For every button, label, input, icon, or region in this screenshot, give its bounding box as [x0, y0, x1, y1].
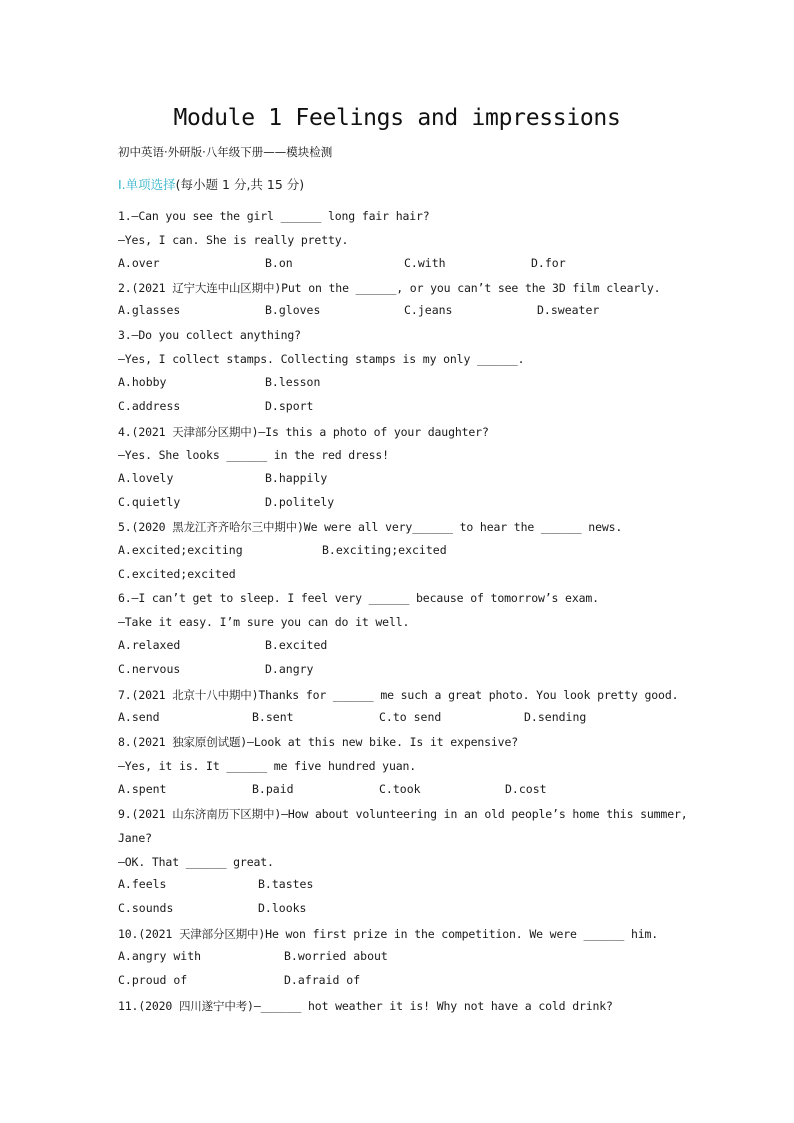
question-1-option-d: D.for: [531, 256, 566, 270]
question-7-option-c: C.to send: [379, 710, 442, 724]
question-2-stem: 2.(2021 辽宁大连中山区期中)Put on the ______, or you can’t see the 3D film clearly.: [118, 281, 661, 295]
question-9-line-3: —OK. That ______ great.: [118, 855, 274, 869]
question-11-stem: 11.(2020 四川遂宁中考)—______ hot weather it is! Why not have a cold drink?: [118, 999, 613, 1013]
question-4-line-2: —Yes. She looks ______ in the red dress!: [118, 448, 389, 462]
question-7-option-b: B.sent: [252, 710, 294, 724]
question-9-option-d: D.looks: [258, 901, 307, 915]
question-2-option-a: A.glasses: [118, 303, 181, 317]
question-4-stem: 4.(2021 天津部分区期中)—Is this a photo of your daughter?: [118, 425, 489, 439]
question-6-stem: 6.—I can’t get to sleep. I feel very ______ because of tomorrow’s exam.: [118, 591, 599, 605]
question-3-option-a: A.hobby: [118, 375, 167, 389]
section-title: Ⅰ.单项选择: [118, 177, 176, 192]
section-heading: [118, 175, 304, 193]
question-10-option-a: A.angry with: [118, 949, 202, 963]
question-8-option-b: B.paid: [252, 782, 294, 796]
question-3-option-c: C.address: [118, 399, 181, 413]
question-2-option-d: D.sweater: [537, 303, 600, 317]
question-1-option-b: B.on: [265, 256, 293, 270]
question-9-option-c: C.sounds: [118, 901, 174, 915]
section-score-note: (每小题 1 分,共 15 分): [175, 177, 305, 192]
question-5-stem: 5.(2020 黑龙江齐齐哈尔三中期中)We were all very______ to hear the ______ news.: [118, 520, 623, 534]
question-9-line-2: Jane?: [118, 831, 152, 845]
question-1-option-a: A.over: [118, 256, 160, 270]
question-5-option-a: A.excited;exciting: [118, 543, 243, 557]
question-4-option-b: B.happily: [265, 471, 328, 485]
page-subtitle: 初中英语·外研版·八年级下册——模块检测: [118, 145, 333, 159]
question-8-option-d: D.cost: [505, 782, 547, 796]
question-3-option-d: D.sport: [265, 399, 314, 413]
question-10-option-d: D.afraid of: [284, 973, 361, 987]
question-8-option-c: C.took: [379, 782, 421, 796]
question-8-option-a: A.spent: [118, 782, 167, 796]
question-3-stem: 3.—Do you collect anything?: [118, 328, 301, 342]
question-7-option-a: A.send: [118, 710, 160, 724]
question-2-option-b: B.gloves: [265, 303, 321, 317]
question-10-option-c: C.proud of: [118, 973, 188, 987]
page-title: Module 1 Feelings and impressions: [173, 105, 621, 131]
question-6-option-d: D.angry: [265, 662, 314, 676]
question-8-line-2: —Yes, it is. It ______ me five hundred yuan.: [118, 759, 417, 773]
question-1-stem: 1.—Can you see the girl ______ long fair hair?: [118, 209, 430, 223]
question-2-option-c: C.jeans: [404, 303, 453, 317]
question-7-stem: 7.(2021 北京十八中期中)Thanks for ______ me such a great photo. You look pretty good.: [118, 688, 679, 702]
question-4-option-a: A.lovely: [118, 471, 174, 485]
question-9-option-a: A.feels: [118, 877, 167, 891]
question-6-option-c: C.nervous: [118, 662, 181, 676]
question-8-stem: 8.(2021 独家原创试题)—Look at this new bike. Is it expensive?: [118, 735, 519, 749]
question-6-option-a: A.relaxed: [118, 638, 181, 652]
question-3-line-2: —Yes, I collect stamps. Collecting stamps is my only ______.: [118, 352, 525, 366]
question-5-option-c: C.excited;excited: [118, 567, 236, 581]
question-6-line-2: —Take it easy. I’m sure you can do it well.: [118, 615, 410, 629]
question-3-option-b: B.lesson: [265, 375, 321, 389]
question-9-stem: 9.(2021 山东济南历下区期中)—How about volunteering in an old people’s home this summer,: [118, 807, 688, 821]
question-10-option-b: B.worried about: [284, 949, 388, 963]
question-1-line-2: —Yes, I can. She is really pretty.: [118, 233, 349, 247]
question-4-option-c: C.quietly: [118, 495, 181, 509]
question-6-option-b: B.excited: [265, 638, 328, 652]
question-4-option-d: D.politely: [265, 495, 335, 509]
question-1-option-c: C.with: [404, 256, 446, 270]
question-10-stem: 10.(2021 天津部分区期中)He won first prize in the competition. We were ______ him.: [118, 927, 659, 941]
question-5-option-b: B.exciting;excited: [322, 543, 447, 557]
question-9-option-b: B.tastes: [258, 877, 314, 891]
question-7-option-d: D.sending: [524, 710, 587, 724]
